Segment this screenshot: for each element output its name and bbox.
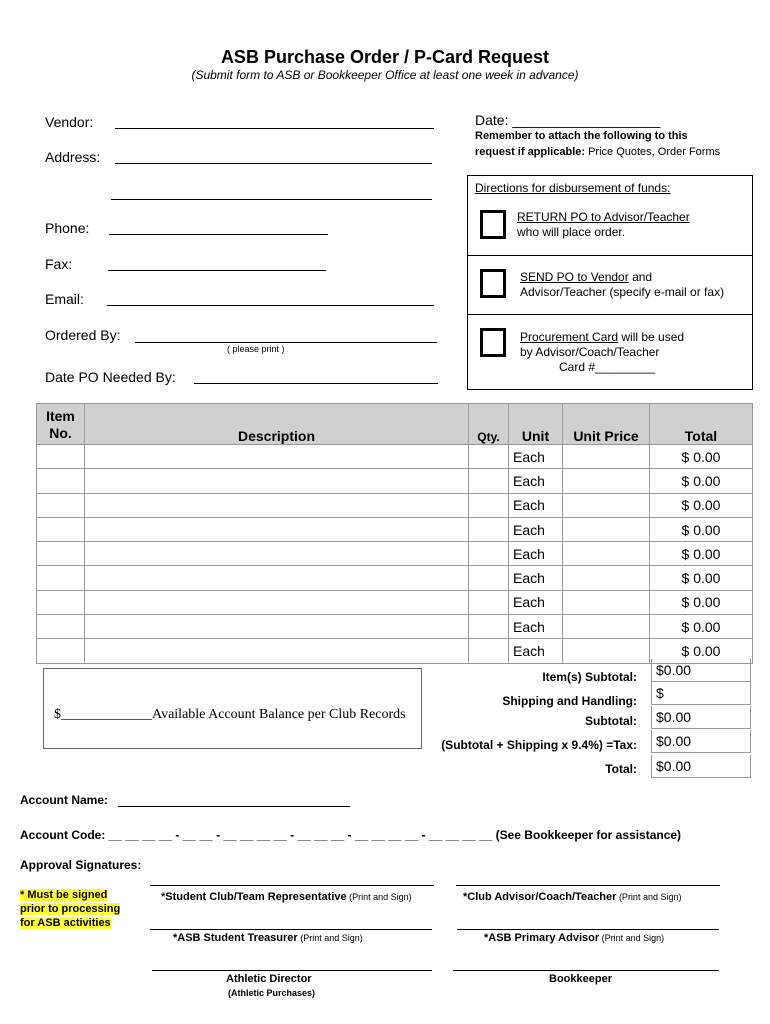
- sig-line-2[interactable]: [456, 885, 720, 886]
- balance-text[interactable]: $_____________Available Account Balance per Club Records: [54, 707, 406, 722]
- sig-line-3[interactable]: [150, 929, 432, 930]
- total-cell: $ 0.00: [650, 517, 753, 541]
- col-unit: Unit: [509, 404, 563, 445]
- sig-athletic-director: Athletic Director: [226, 973, 312, 985]
- total-cell: $ 0.00: [650, 566, 753, 590]
- qty-cell[interactable]: [469, 493, 509, 517]
- pcard-number[interactable]: Card #_________: [559, 360, 656, 374]
- account-name-field[interactable]: [118, 806, 350, 807]
- pcard-by: by Advisor/Coach/Teacher: [520, 345, 660, 359]
- unit-cell[interactable]: Each: [509, 445, 563, 469]
- qty-cell[interactable]: [469, 615, 509, 639]
- description-cell[interactable]: [85, 615, 469, 639]
- reminder-line-2: [475, 146, 720, 158]
- description-cell[interactable]: [85, 566, 469, 590]
- address-field-1[interactable]: [115, 163, 432, 164]
- send-po-label: SEND PO to Vendor: [520, 270, 629, 284]
- date-needed-label: Date PO Needed By:: [45, 369, 176, 385]
- email-field[interactable]: [107, 305, 434, 306]
- item-no-cell[interactable]: [37, 566, 85, 590]
- account-name-label: Account Name:: [20, 793, 109, 807]
- account-code-label[interactable]: Account Code: __ __ __ __ - __ __ - __ __ __ __ - __ __ __ - __ __ __ __ - __ __ __ __ (See Bookkeeper for assistance): [20, 828, 682, 842]
- description-cell[interactable]: [85, 517, 469, 541]
- pcard-used: will be used: [618, 330, 685, 344]
- item-no-cell[interactable]: [37, 615, 85, 639]
- unit-cell[interactable]: Each: [509, 542, 563, 566]
- sig-club-advisor: *Club Advisor/Coach/Teacher (Print and Sign): [463, 891, 682, 903]
- qty-cell[interactable]: [469, 590, 509, 614]
- table-row: [37, 445, 753, 469]
- send-po-checkbox[interactable]: [480, 269, 506, 298]
- pcard-checkbox[interactable]: [480, 328, 506, 357]
- unit-cell[interactable]: Each: [509, 517, 563, 541]
- address-label: Address:: [45, 149, 101, 165]
- unit-price-cell[interactable]: [563, 493, 650, 517]
- qty-cell[interactable]: [469, 566, 509, 590]
- totals-value[interactable]: $0.00: [651, 706, 751, 729]
- qty-cell[interactable]: [469, 469, 509, 493]
- description-cell[interactable]: [85, 639, 469, 663]
- unit-price-cell[interactable]: [563, 590, 650, 614]
- table-row: [37, 639, 753, 663]
- item-no-cell[interactable]: [37, 469, 85, 493]
- approval-heading: Approval Signatures:: [20, 858, 142, 872]
- sig-line-6[interactable]: [453, 970, 719, 971]
- totals-label: Shipping and Handling:: [502, 694, 637, 708]
- reminder-bold: request if applicable:: [475, 146, 586, 158]
- ordered-by-label: Ordered By:: [45, 327, 121, 343]
- sig-line-1[interactable]: [150, 885, 434, 886]
- directions-heading: Directions for disbursement of funds:: [475, 181, 671, 195]
- totals-value[interactable]: $: [651, 682, 751, 705]
- col-item-no: Item No.: [37, 404, 85, 445]
- col-description: Description: [85, 404, 469, 445]
- reminder-line-1: Remember to attach the following to this: [475, 130, 688, 142]
- table-row: [37, 542, 753, 566]
- totals-value[interactable]: $0.00: [651, 659, 751, 682]
- total-cell: $ 0.00: [650, 445, 753, 469]
- pcard-label: Procurement Card: [520, 330, 619, 344]
- unit-price-cell[interactable]: [563, 517, 650, 541]
- totals-value[interactable]: $0.00: [651, 730, 751, 753]
- directions-box: [467, 175, 753, 390]
- total-cell: $ 0.00: [650, 639, 753, 663]
- signing-note-text: * Must be signed prior to processing for ASB activities: [20, 889, 121, 929]
- return-po-checkbox[interactable]: [480, 210, 506, 239]
- totals-label: Total:: [605, 762, 637, 776]
- sig-asb-advisor: *ASB Primary Advisor (Print and Sign): [484, 932, 665, 944]
- return-po-label: RETURN PO to Advisor/Teacher: [517, 210, 690, 224]
- totals-label: Subtotal:: [585, 714, 637, 728]
- description-cell[interactable]: [85, 469, 469, 493]
- unit-price-cell[interactable]: [563, 445, 650, 469]
- fax-label: Fax:: [45, 256, 73, 272]
- sig-line-5[interactable]: [152, 970, 432, 971]
- unit-price-cell[interactable]: [563, 639, 650, 663]
- item-no-cell[interactable]: [37, 493, 85, 517]
- send-po-and: and: [628, 270, 653, 284]
- sig-athletic-sub: (Athletic Purchases): [228, 988, 316, 998]
- item-no-cell[interactable]: [37, 590, 85, 614]
- description-cell[interactable]: [85, 590, 469, 614]
- pcard-line: [520, 330, 684, 344]
- totals-value[interactable]: $0.00: [651, 755, 751, 778]
- totals-label: Item(s) Subtotal:: [542, 670, 637, 684]
- total-cell: $ 0.00: [650, 493, 753, 517]
- table-row: [37, 517, 753, 541]
- reminder-rest: Price Quotes, Order Forms: [585, 146, 721, 158]
- date-label[interactable]: Date: ___________________: [475, 112, 661, 128]
- ordered-by-field[interactable]: [135, 342, 437, 343]
- total-cell: $ 0.00: [650, 469, 753, 493]
- table-row: [37, 590, 753, 614]
- qty-cell[interactable]: [469, 639, 509, 663]
- col-total: Total: [650, 404, 753, 445]
- description-cell[interactable]: [85, 542, 469, 566]
- phone-label: Phone:: [45, 220, 90, 236]
- unit-price-cell[interactable]: [563, 615, 650, 639]
- col-unit-price: Unit Price: [563, 404, 650, 445]
- table-header-row: [37, 404, 753, 445]
- sig-bookkeeper: Bookkeeper: [549, 973, 612, 985]
- items-table: [36, 403, 753, 664]
- unit-cell[interactable]: Each: [509, 566, 563, 590]
- fax-field[interactable]: [108, 270, 326, 271]
- form-title: ASB Purchase Order / P-Card Request: [220, 47, 550, 67]
- table-row: [37, 493, 753, 517]
- col-qty: Qty.: [469, 404, 509, 445]
- unit-cell[interactable]: Each: [509, 615, 563, 639]
- address-field-2[interactable]: [111, 199, 432, 200]
- table-row: [37, 615, 753, 639]
- phone-field[interactable]: [109, 234, 328, 235]
- unit-cell[interactable]: Each: [509, 469, 563, 493]
- total-cell: $ 0.00: [650, 542, 753, 566]
- sig-asb-treasurer: *ASB Student Treasurer (Print and Sign): [173, 932, 363, 944]
- unit-price-cell[interactable]: [563, 542, 650, 566]
- total-cell: $ 0.00: [650, 615, 753, 639]
- item-no-cell[interactable]: [37, 639, 85, 663]
- email-label: Email:: [45, 291, 84, 307]
- qty-cell[interactable]: [469, 542, 509, 566]
- unit-cell[interactable]: Each: [509, 493, 563, 517]
- total-cell: $ 0.00: [650, 590, 753, 614]
- item-no-cell[interactable]: [37, 445, 85, 469]
- unit-price-cell[interactable]: [563, 469, 650, 493]
- item-no-cell[interactable]: [37, 517, 85, 541]
- qty-cell[interactable]: [469, 445, 509, 469]
- return-po-detail: who will place order.: [517, 225, 626, 239]
- unit-cell[interactable]: Each: [509, 639, 563, 663]
- vendor-field[interactable]: [115, 128, 434, 129]
- table-row: [37, 566, 753, 590]
- unit-cell[interactable]: Each: [509, 590, 563, 614]
- vendor-label: Vendor:: [45, 114, 94, 130]
- send-po-line: [520, 270, 652, 284]
- qty-cell[interactable]: [469, 517, 509, 541]
- date-needed-field[interactable]: [194, 383, 438, 384]
- send-po-detail: Advisor/Teacher (specify e-mail or fax): [520, 285, 725, 299]
- description-cell[interactable]: [85, 445, 469, 469]
- form-subtitle: (Submit form to ASB or Bookkeeper Office at least one week in advance): [191, 68, 579, 82]
- table-row: [37, 469, 753, 493]
- description-cell[interactable]: [85, 493, 469, 517]
- sig-student-rep: *Student Club/Team Representative (Print and Sign): [161, 891, 412, 903]
- unit-price-cell[interactable]: [563, 566, 650, 590]
- sig-line-4[interactable]: [457, 929, 719, 930]
- signing-note: [20, 888, 132, 930]
- item-no-cell[interactable]: [37, 542, 85, 566]
- please-print-note: ( please print ): [227, 344, 285, 354]
- totals-label: (Subtotal + Shipping x 9.4%) =Tax:: [441, 738, 637, 752]
